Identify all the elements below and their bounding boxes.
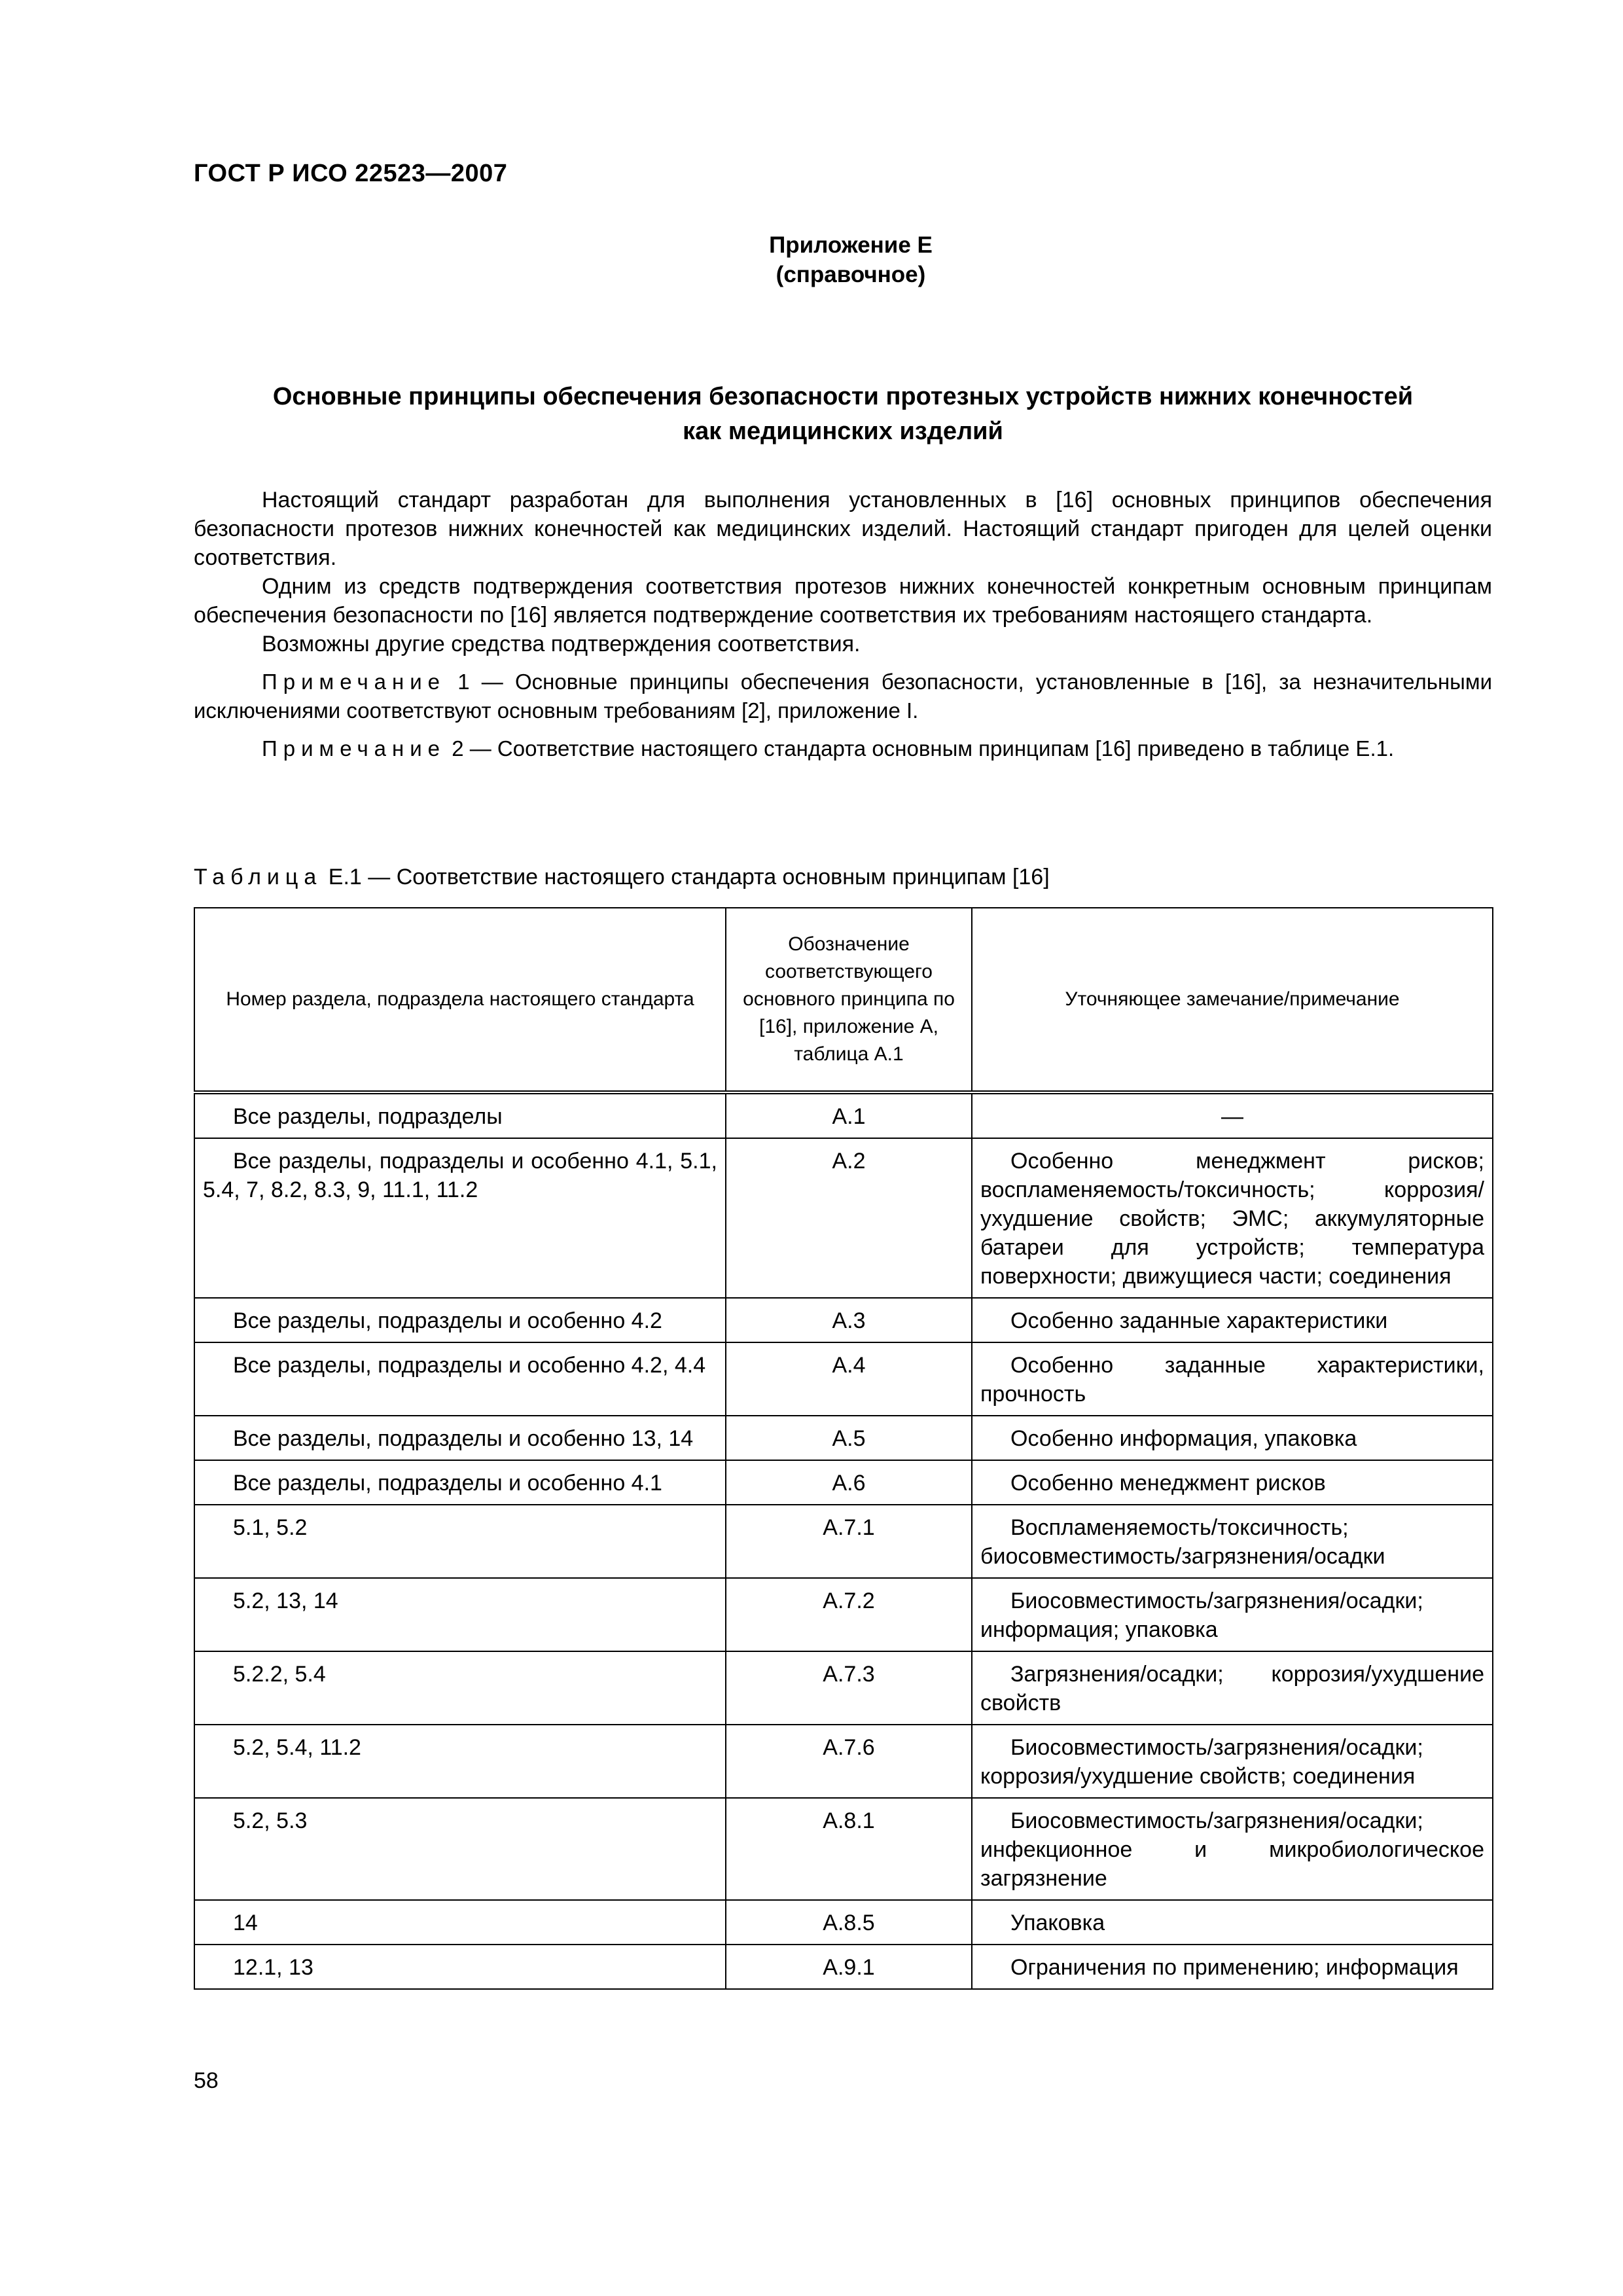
cell-remark-text: Особенно менеджмент рисков: [1010, 1471, 1326, 1496]
table-row: [194, 1092, 1493, 1138]
note-label: Примечание: [262, 736, 446, 761]
cell-section-text: 12.1, 13: [233, 1955, 313, 1980]
document-title-line-2: как медицинских изделий: [683, 418, 1003, 445]
cell-section-text: 5.2.2, 5.4: [233, 1662, 326, 1687]
cell-principle-code: [726, 1298, 972, 1342]
header-remark: Уточняющее замечание/примечание: [972, 908, 1493, 1092]
cell-principle-code-text: А.2: [832, 1149, 866, 1174]
cell-section: [194, 1416, 726, 1460]
cell-section: [194, 1651, 726, 1725]
note-text: — Соответствие настоящего стандарта основным принципам [16] приведено в таблице Е.1.: [469, 736, 1395, 761]
cell-section: [194, 1092, 726, 1138]
cell-section-text: Все разделы, подразделы и особенно 4.2: [233, 1308, 662, 1333]
note-1: [194, 668, 1492, 725]
cell-principle-code: [726, 1725, 972, 1798]
cell-remark-text: Биосовместимость/загрязнения/осадки; инфекционное и микробиологическое загрязнение: [980, 1808, 1484, 1891]
cell-principle-code: [726, 1578, 972, 1651]
cell-remark-text: Особенно информация, упаковка: [1010, 1426, 1357, 1451]
table-row: [194, 1651, 1493, 1725]
compliance-table: [194, 907, 1493, 1990]
appendix-type: (справочное): [776, 262, 926, 287]
cell-principle-code: [726, 1798, 972, 1900]
paragraph: Настоящий стандарт разработан для выполнения установленных в [16] основных принципов обеспечения безопасности протезов нижних конечностей как медицинских изделий. Настоящий стандарт пригоден для целей оценки соответствия.: [194, 488, 1492, 570]
cell-remark-text: Загрязнения/осадки; коррозия/ухудшение свойств: [980, 1662, 1484, 1715]
cell-remark: [972, 1505, 1493, 1578]
table-row: [194, 1900, 1493, 1945]
cell-remark-text: Воспламеняемость/токсичность; биосовместимость/загрязнения/осадки: [980, 1515, 1385, 1569]
cell-section-text: 5.2, 5.3: [233, 1808, 308, 1833]
cell-section: [194, 1945, 726, 1989]
cell-principle-code-text: А.5: [832, 1426, 866, 1451]
cell-section-text: Все разделы, подразделы и особенно 4.1, 5.1, 5.4, 7, 8.2, 8.3, 9, 11.1, 11.2: [203, 1149, 717, 1202]
appendix-heading: [707, 230, 995, 289]
appendix-title: Приложение Е: [769, 232, 933, 258]
cell-remark-text: Биосовместимость/загрязнения/осадки; информация; упаковка: [980, 1588, 1423, 1642]
cell-remark: [972, 1945, 1493, 1989]
cell-remark: [972, 1092, 1493, 1138]
cell-principle-code: [726, 1945, 972, 1989]
cell-principle-code: [726, 1651, 972, 1725]
table-header-row: [194, 908, 1493, 1092]
cell-principle-code-text: А.6: [832, 1471, 866, 1496]
cell-remark-text: Особенно заданные характеристики, прочность: [980, 1353, 1484, 1407]
document-title-line-1: Основные принципы обеспечения безопасности протезных устройств нижних конечностей: [272, 383, 1414, 410]
paragraph: Возможны другие средства подтверждения соответствия.: [262, 632, 861, 656]
cell-remark: [972, 1725, 1493, 1798]
cell-principle-code-text: А.8.1: [823, 1808, 875, 1833]
cell-remark-text: Особенно менеджмент рисков; воспламеняемость/токсичность; коррозия/ухудшение свойств; ЭМС; аккумуляторные батареи для устройств; температура поверхности; движущиеся части; соединения: [980, 1149, 1484, 1289]
cell-principle-code: [726, 1342, 972, 1416]
cell-section: [194, 1342, 726, 1416]
header-section-number: Номер раздела, подраздела настоящего стандарта: [194, 908, 726, 1092]
cell-section: [194, 1298, 726, 1342]
cell-remark-text: Биосовместимость/загрязнения/осадки; коррозия/ухудшение свойств; соединения: [980, 1735, 1423, 1789]
cell-principle-code-text: А.7.2: [823, 1588, 875, 1613]
cell-remark: [972, 1416, 1493, 1460]
compliance-table-container: [194, 907, 1492, 1990]
table-body: [194, 1092, 1493, 1989]
body-text: [194, 486, 1492, 763]
table-row: [194, 1578, 1493, 1651]
table-caption-label: Таблица: [194, 865, 323, 889]
cell-section: [194, 1505, 726, 1578]
cell-principle-code: [726, 1900, 972, 1945]
cell-principle-code-text: А.7.3: [823, 1662, 875, 1687]
table-row: [194, 1298, 1493, 1342]
standard-designation: ГОСТ Р ИСО 22523—2007: [194, 160, 508, 187]
cell-section-text: Все разделы, подразделы: [233, 1104, 503, 1129]
note-text: — Основные принципы обеспечения безопасности, установленные в [16], за незначительными исключениями соответствуют основным требованиям [2], приложение I.: [194, 670, 1493, 723]
cell-remark: [972, 1460, 1493, 1505]
cell-remark: [972, 1138, 1493, 1298]
table-row: [194, 1725, 1493, 1798]
cell-section: [194, 1725, 726, 1798]
cell-section-text: Все разделы, подразделы и особенно 4.2, 4.4: [233, 1353, 706, 1378]
cell-section: [194, 1138, 726, 1298]
paragraph: Одним из средств подтверждения соответствия протезов нижних конечностей конкретным основным принципам обеспечения безопасности по [16] является подтверждение соответствия их требованиям настоящего стандарта.: [194, 574, 1492, 628]
table-row: [194, 1342, 1493, 1416]
note-number: 2: [452, 736, 464, 761]
cell-section: [194, 1578, 726, 1651]
header-principle-code: Обозначение соответствующего основного принципа по [16], приложение А, таблица А.1: [726, 908, 972, 1092]
cell-section: [194, 1798, 726, 1900]
cell-section-text: Все разделы, подразделы и особенно 4.1: [233, 1471, 662, 1496]
cell-remark: [972, 1900, 1493, 1945]
cell-remark: [972, 1298, 1493, 1342]
cell-remark-text: Ограничения по применению; информация: [1010, 1955, 1459, 1980]
table-row: [194, 1945, 1493, 1989]
table-row: [194, 1505, 1493, 1578]
cell-section-text: 5.2, 13, 14: [233, 1588, 338, 1613]
table-row: [194, 1416, 1493, 1460]
note-label: Примечание: [262, 670, 446, 694]
cell-remark-text: —: [1221, 1104, 1243, 1129]
note-number: 1: [457, 670, 470, 694]
cell-remark-text: Упаковка: [1010, 1910, 1105, 1935]
cell-remark: [972, 1578, 1493, 1651]
cell-principle-code-text: А.1: [832, 1104, 866, 1129]
cell-section: [194, 1460, 726, 1505]
cell-section-text: Все разделы, подразделы и особенно 13, 14: [233, 1426, 694, 1451]
cell-principle-code-text: А.9.1: [823, 1955, 875, 1980]
cell-principle-code: [726, 1138, 972, 1298]
cell-remark: [972, 1651, 1493, 1725]
table-row: [194, 1460, 1493, 1505]
table-caption-text: Е.1 — Соответствие настоящего стандарта основным принципам [16]: [328, 865, 1050, 889]
table-caption: [194, 863, 1050, 891]
cell-principle-code: [726, 1505, 972, 1578]
cell-principle-code-text: А.3: [832, 1308, 866, 1333]
document-title: [194, 380, 1492, 449]
cell-principle-code: [726, 1460, 972, 1505]
table-row: [194, 1798, 1493, 1900]
cell-remark: [972, 1798, 1493, 1900]
table-row: [194, 1138, 1493, 1298]
cell-principle-code-text: А.8.5: [823, 1910, 875, 1935]
cell-principle-code-text: А.7.1: [823, 1515, 875, 1540]
page-number: 58: [194, 2068, 219, 2093]
cell-principle-code-text: А.4: [832, 1353, 866, 1378]
cell-section: [194, 1900, 726, 1945]
note-2: [194, 734, 1492, 763]
cell-section-text: 5.2, 5.4, 11.2: [233, 1735, 361, 1760]
cell-section-text: 5.1, 5.2: [233, 1515, 308, 1540]
cell-section-text: 14: [233, 1910, 258, 1935]
cell-principle-code: [726, 1416, 972, 1460]
cell-remark: [972, 1342, 1493, 1416]
cell-principle-code-text: А.7.6: [823, 1735, 875, 1760]
cell-remark-text: Особенно заданные характеристики: [1010, 1308, 1388, 1333]
cell-principle-code: [726, 1092, 972, 1138]
